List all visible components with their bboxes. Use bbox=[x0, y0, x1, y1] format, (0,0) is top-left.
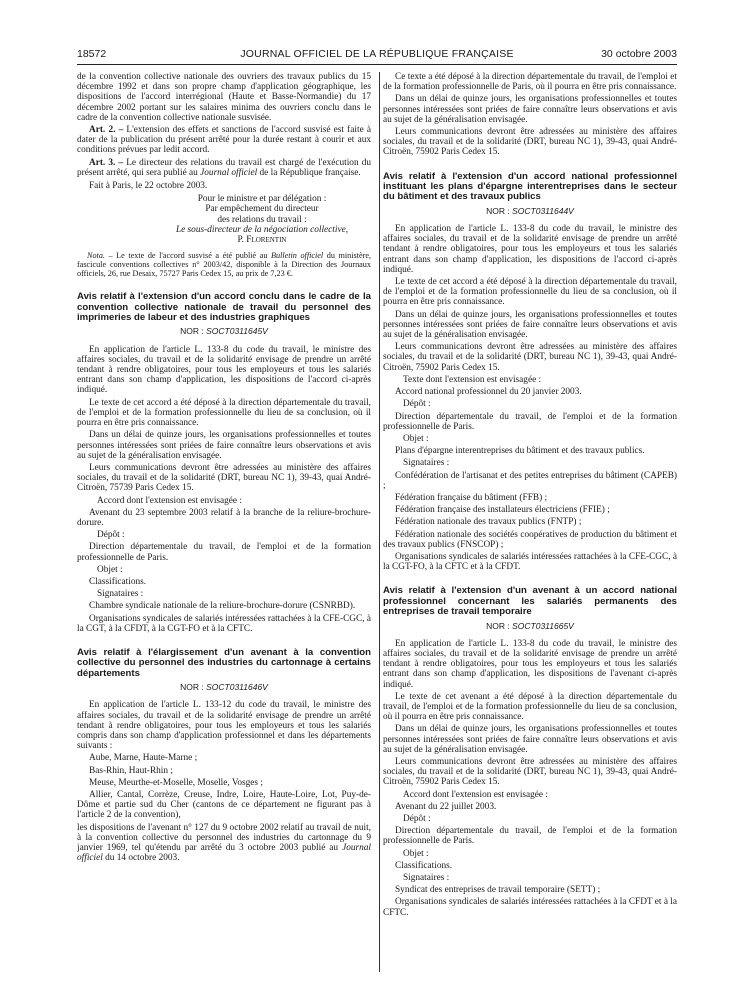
signatory-line: Fédération française des installateurs électriciens (FFIE) ; bbox=[395, 505, 610, 516]
field-label: Accord dont l'extension est envisagée : bbox=[403, 789, 548, 800]
nor-reference bbox=[383, 206, 677, 216]
paragraph: Ce texte a été déposé à la direction départementale du travail, de l'emploi et de la formation professionnelle de Paris, où il pourra en être pris connaissance. bbox=[383, 72, 677, 93]
paragraph-text: les dispositions de l'avenant n° 127 du 9 octobre 2002 relatif au travail de nuit, à la convention collective du personnel des industries du cartonnage du 9 janvier 1969, tel qu'étendu par arrêté du 3 octobre 2003 publié au bbox=[77, 822, 371, 854]
paragraph: Dans un délai de quinze jours, les organisations professionnelles et toutes personnes intéressées sont priées de faire connaître leurs observations et avis au sujet de la généralisation envisagée. bbox=[383, 94, 677, 125]
department-line: Bas-Rhin, Haut-Rhin ; bbox=[89, 765, 173, 776]
paragraph: Plans d'épargne interentreprises du bâtiment et des travaux publics. bbox=[395, 446, 645, 457]
section-title: Avis relatif à l'extension d'un avenant à un accord national professionnel concernant les salariés permanents des entreprises de travail temporaire bbox=[383, 585, 677, 618]
signatory-line: Fédération nationale des travaux publics (FNTP) ; bbox=[395, 517, 582, 528]
signature-block bbox=[167, 194, 357, 245]
page-number: 18572 bbox=[77, 48, 107, 60]
article-text: L'extension des effets et sanctions de l'accord susvisé est faite à dater de la publication du présent arrêté pour la durée restant à courir et aux conditions prévues par ledit accord. bbox=[77, 125, 371, 156]
article-text: de la République française. bbox=[257, 167, 361, 178]
field-label: Signataires : bbox=[97, 589, 144, 600]
paragraph: Dans un délai de quinze jours, les organisations professionnelles et toutes personnes intéressées sont priées de faire connaître leurs observations et avis au sujet de la généralisation envisagée. bbox=[77, 430, 371, 461]
signature-line: Le sous-directeur de la négociation collective, bbox=[175, 224, 349, 235]
paragraph: En application de l'article L. 133-8 du code du travail, le ministre des affaires sociales, du travail et de la solidarité envisage de prendre un arrêté tendant à rendre obligatoires, pour tous les employeurs et tous les salariés entrant dans son champ d'application, les dispositions de l'accord ci-après indiqué. bbox=[383, 224, 677, 275]
nor-label: NOR : bbox=[486, 620, 513, 631]
field-label: Accord dont l'extension est envisagée : bbox=[97, 495, 242, 506]
paragraph: Organisations syndicales de salariés intéressées rattachées à la CFE-CGC, à la CGT, à la CFDT, à la CGT-FO et à la CFTC. bbox=[77, 613, 371, 634]
page-header bbox=[77, 46, 677, 64]
paragraph: Direction départementale du travail, de l'emploi et de la formation professionnelle de Paris. bbox=[77, 542, 371, 563]
section-title: Avis relatif à l'extension d'un accord conclu dans le cadre de la convention collective nationale de travail du personnel des imprimeries de labeur et des industries graphiques bbox=[77, 291, 371, 324]
nota-text: Le texte de l'accord susvisé a été publié au bbox=[112, 251, 271, 261]
paragraph: Le texte de cet accord a été déposé à la direction départementale du travail, de l'emploi et de la formation professionnelle du lieu de sa conclusion, où il pourra en être pris connaissance. bbox=[383, 277, 677, 308]
nor-reference bbox=[77, 326, 371, 336]
paragraph: Chambre syndicale nationale de la reliure-brochure-dorure (CSNRBD). bbox=[89, 601, 356, 612]
nor-label: NOR : bbox=[180, 682, 207, 693]
signatory-line: Confédération de l'artisanat et des petites entreprises du bâtiment (CAPEB) ; bbox=[383, 470, 677, 491]
section-title: Avis relatif à l'élargissement d'un avenant à la convention collective du personnel des industries du cartonnage à certains départements bbox=[77, 646, 371, 679]
nor-label: NOR : bbox=[180, 326, 207, 337]
signatory-name: P. Florentin bbox=[237, 235, 287, 246]
paragraph: Leurs communications devront être adressées au ministère des affaires sociales, du travail et de la solidarité (DRT, bureau NC 1), 39-43, quai André-Citroën, 75902 Paris Cedex 15. bbox=[383, 127, 677, 158]
paragraph: Le texte de cet accord a été déposé à la direction départementale du travail, de l'emploi et de la formation professionnelle du lieu de sa conclusion, où il pourra en être pris connaissance. bbox=[77, 397, 371, 429]
nor-code: SOCT0311646V bbox=[206, 682, 268, 693]
signature-line: des relations du travail : bbox=[217, 214, 307, 225]
signature-line: Pour le ministre et par délégation : bbox=[197, 194, 327, 205]
paragraph: Avenant du 22 juillet 2003. bbox=[395, 801, 497, 812]
nota bbox=[77, 251, 371, 278]
nor-reference bbox=[383, 621, 677, 631]
paragraph: En application de l'article L. 133-8 du code du travail, le ministre des affaires sociales, du travail et de la solidarité envisage de prendre un arrêté tendant à rendre obligatoires, pour tous les employeurs et tous les salariés entrant dans son champ d'application, les dispositions de l'accord ci-après indiqué. bbox=[77, 344, 371, 396]
field-label: Texte dont l'extension est envisagée : bbox=[403, 374, 542, 385]
field-label: Signataires : bbox=[403, 458, 450, 469]
field-label: Objet : bbox=[97, 564, 123, 575]
paragraph: En application de l'article L. 133-8 du code du travail, le ministre des affaires sociales, du travail et de la solidarité envisage de prendre un arrêté tendant à rendre obligatoires, pour tous les employeurs et tous les salariés entrant dans son champ d'application, les dispositions de l'avenant ci-après indiqué. bbox=[383, 638, 677, 690]
paragraph: Leurs communications devront être adressées au ministère des affaires sociales, du travail et de la solidarité (DRT, bureau NC 1), 39-43, quai André-Citroën, 75902 Paris Cedex 15. bbox=[383, 342, 677, 373]
paragraph: de la convention collective nationale des ouvriers des travaux publics du 15 décembre 1992 et dans son propre champ d'application géographique, les dispositions de l'accord interrégional (Haute et Basse-Normandie) du 17 décembre 2002 portant sur les salaires minima des ouvriers conclu dans le cadre de la convention collective nationale susvisée. bbox=[77, 72, 371, 123]
paragraph: Leurs communications devront être adressées au ministère des affaires sociales, du travail et de la solidarité (DRT, bureau NC 1), 39-43, quai André-Citroën, 75739 Paris Cedex 15. bbox=[77, 462, 371, 494]
article-3 bbox=[77, 158, 371, 178]
signatory-line: Fédération française du bâtiment (FFB) ; bbox=[395, 492, 548, 503]
department-line: Allier, Cantal, Corrèze, Creuse, Indre, Loire, Haute-Loire, Lot, Puy-de-Dôme et partie sud du Cher (cantons de ce département ne figurant pas à l'article 2 de la convention), bbox=[77, 790, 371, 821]
signatory-line: Organisations syndicales de salariés intéressées rattachées à la CFE-CGC, à la CGT-FO, à la CFTC et à la CFDT. bbox=[383, 551, 677, 573]
paragraph: Leurs communications devront être adressées au ministère des affaires sociales, du travail et de la solidarité (DRT, bureau NC 1), 39-43, quai André-Citroën, 75902 Paris Cedex 15. bbox=[383, 757, 677, 788]
column-divider bbox=[379, 72, 380, 972]
nor-reference bbox=[77, 682, 371, 692]
journal-ref: Journal officiel bbox=[200, 167, 258, 178]
department-line: Meuse, Meurthe-et-Moselle, Moselle, Vosges ; bbox=[89, 777, 263, 788]
paragraph: Direction départementale du travail, de l'emploi et de la formation professionnelle de Paris. bbox=[383, 826, 677, 847]
section-title: Avis relatif à l'extension d'un accord national professionnel instituant les plans d'épargne interentreprises dans le secteur du bâtiment et des travaux publics bbox=[383, 170, 677, 203]
nota-text: du ministère, fascicule conventions collectives n° 2003/42, disponible à la Direction des Journaux officiels, 26, rue Desaix, 75727 Paris Cedex 15, au prix de 7,23 €. bbox=[77, 251, 371, 279]
signatory-line: Organisations syndicales de salariés intéressées rattachées à la CFDT et à la CFTC. bbox=[383, 897, 677, 918]
paragraph: Classifications. bbox=[89, 576, 147, 587]
field-label: Dépôt : bbox=[97, 530, 125, 541]
article-label: Art. 2. – bbox=[89, 125, 124, 136]
paragraph: Dans un délai de quinze jours, les organisations professionnelles et toutes personnes intéressées sont priées de faire connaître leurs observations et avis au sujet de la généralisation envisagée. bbox=[383, 309, 677, 341]
field-label: Objet : bbox=[403, 848, 429, 859]
paragraph bbox=[77, 823, 371, 864]
bulletin-ref: Bulletin officiel bbox=[270, 251, 324, 261]
left-column bbox=[77, 72, 371, 972]
field-label: Dépôt : bbox=[403, 399, 431, 410]
journal-ref: Journal officiel bbox=[77, 843, 371, 864]
journal-title: JOURNAL OFFICIEL DE LA RÉPUBLIQUE FRANÇAISE bbox=[240, 48, 514, 60]
signatory-line: Fédération nationale des sociétés coopératives de production du bâtiment et des travaux publics (FNSCOP) ; bbox=[383, 529, 677, 550]
signature-line: Par empêchement du directeur bbox=[205, 204, 319, 215]
right-column bbox=[383, 72, 677, 972]
header-rule bbox=[77, 64, 677, 65]
field-label: Signataires : bbox=[403, 873, 450, 884]
signatory-line: Syndicat des entreprises de travail temporaire (SETT) ; bbox=[395, 885, 601, 896]
nor-code: SOCT0311644V bbox=[512, 205, 574, 216]
nor-label: NOR : bbox=[486, 205, 513, 216]
article-2 bbox=[77, 125, 371, 156]
nor-code: SOCT0311665V bbox=[512, 620, 574, 631]
paragraph: En application de l'article L. 133-12 du code du travail, le ministre des affaires sociales, du travail et de la solidarité envisage de prendre un arrêté tendant à rendre obligatoires, pour tous les employeurs et tous les salariés compris dans son champ d'application professionnel et dans les départements suivants : bbox=[77, 700, 371, 752]
paragraph: Avenant du 23 septembre 2003 relatif à la branche de la reliure-brochure-dorure. bbox=[77, 507, 371, 528]
article-text: Le directeur des relations du travail est chargé de l'exécution du présent arrêté, qui sera publié au bbox=[77, 157, 371, 178]
article-label: Art. 3. – bbox=[89, 157, 124, 168]
department-line: Aube, Marne, Haute-Marne ; bbox=[89, 753, 198, 764]
fait-line: Fait à Paris, le 22 octobre 2003. bbox=[89, 181, 208, 192]
paragraph: Accord national professionnel du 20 janvier 2003. bbox=[395, 387, 582, 398]
paragraph: Le texte de cet avenant a été déposé à la direction départementale du travail, de l'emploi et de la formation professionnelle du lieu de sa conclusion, où il pourra en être pris connaissance. bbox=[383, 691, 677, 723]
field-label: Objet : bbox=[403, 433, 429, 444]
paragraph-text: du 14 octobre 2003. bbox=[102, 853, 180, 864]
paragraph: Dans un délai de quinze jours, les organisations professionnelles et toutes personnes intéressées sont priées de faire connaître leurs observations et avis au sujet de la généralisation envisagée. bbox=[383, 724, 677, 755]
paragraph: Direction départementale du travail, de l'emploi et de la formation professionnelle de Paris. bbox=[383, 411, 677, 432]
nor-code: SOCT0311645V bbox=[206, 326, 268, 337]
field-label: Dépôt : bbox=[403, 814, 431, 825]
issue-date: 30 octobre 2003 bbox=[601, 48, 677, 60]
nota-label: Nota. – bbox=[87, 251, 113, 261]
paragraph: Classifications. bbox=[395, 860, 453, 871]
